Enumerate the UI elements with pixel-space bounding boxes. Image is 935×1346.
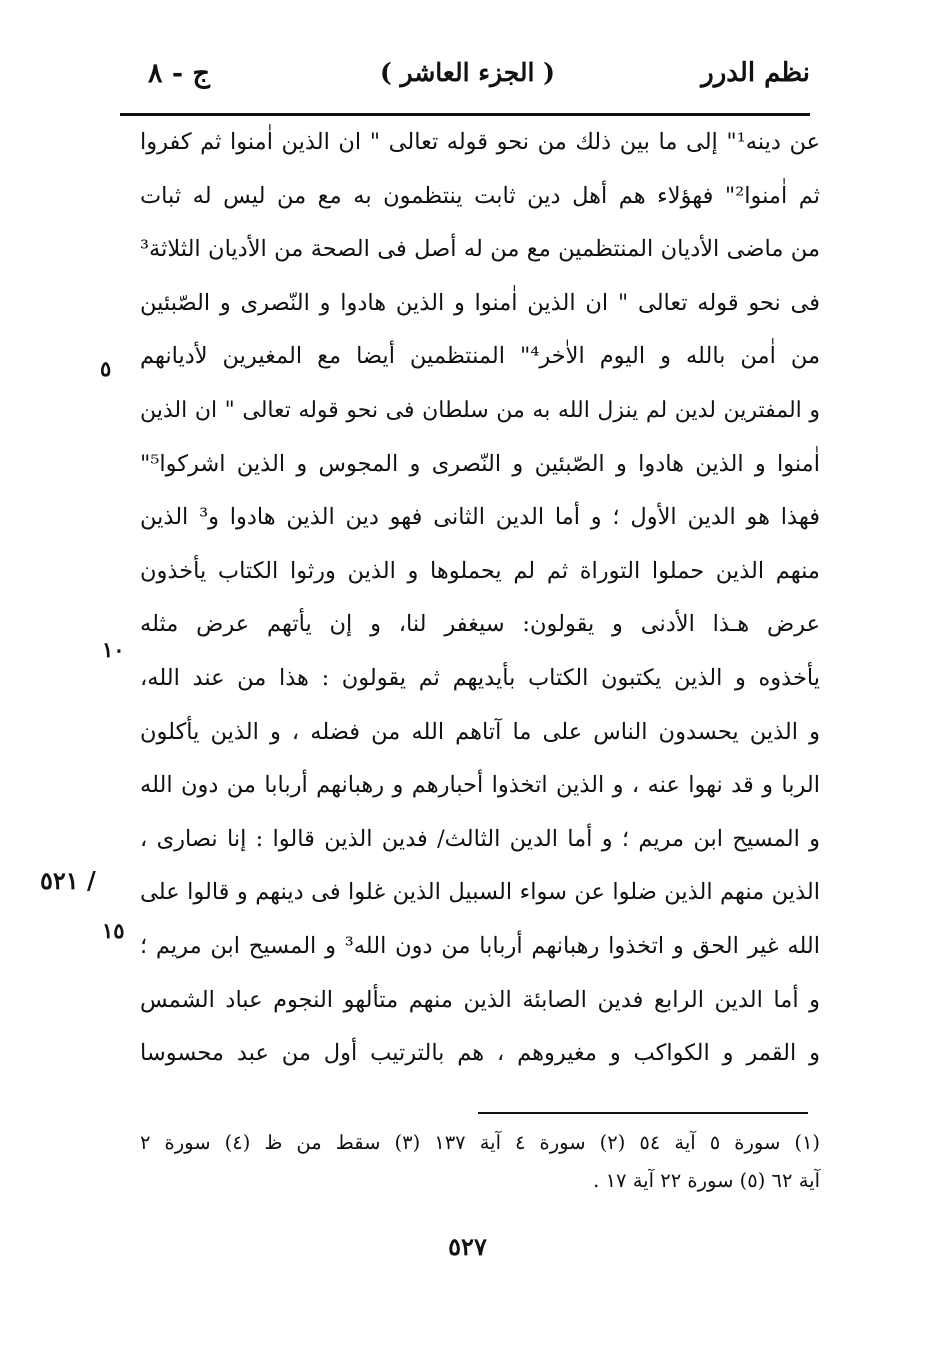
line-number-5: ٥: [100, 356, 112, 381]
text-line: من اٰمن بالله و اليوم الاٰخر⁴" المنتظمين أيضا مع المغيرين لأديانهم: [140, 343, 820, 370]
text-line: و المفترين لدين لم ينزل الله به من سلطان فى نحو قوله تعالى " ان الذين: [140, 397, 820, 423]
text-line: يأخذوه و الذين يكتبون الكتاب بأيديهم ثم يقولون : هذا من عند الله،: [140, 664, 820, 691]
text-line: اٰمنوا و الذين هادوا و الصّبئين و النّصرى و المجوس و الذين اشركوا⁵": [140, 450, 820, 477]
line-number-15: ١٥: [102, 918, 125, 943]
line-number-10: ١٠: [102, 637, 125, 662]
main-text: [140, 116, 820, 1081]
text-line: الذين منهم الذين ضلوا عن سواء السبيل الذين غلوا فى دينهم و قالوا على: [140, 879, 820, 906]
text-line: منهم الذين حملوا التوراة ثم لم يحملوها و الذين ورثوا الكتاب يأخذون: [140, 557, 820, 584]
running-header: [120, 52, 810, 100]
footnote-line: (١) سورة ٥ آية ٥٤ (٢) سورة ٤ آية ١٣٧ (٣) سقط من ظ (٤) سورة ٢: [140, 1131, 821, 1154]
text-line: ثم اٰمنوا²" فهؤلاء هم أهل دين ثابت ينتظمون به مع من ليس له ثبات: [140, 182, 820, 209]
footnote-line: آية ٦٢ (٥) سورة ٢٢ آية ١٧ .: [593, 1169, 820, 1192]
volume-label: ج - ٨: [148, 58, 210, 89]
text-line: من ماضى الأديان المنتظمين مع من له أصل فى الصحة من الأديان الثلاثة³: [140, 236, 820, 263]
manuscript-folio-reference: / ٥٢١: [40, 866, 96, 895]
text-line: و الذين يحسدون الناس على ما آتاهم الله من فضله ، و الذين يأكلون: [140, 718, 820, 745]
text-line: فهذا هو الدين الأول ؛ و أما الدين الثانى فهو دين الذين هادوا و³ الذين: [140, 504, 820, 531]
text-line: و أما الدين الرابع فدين الصابئة الذين منهم متألهو النجوم عباد الشمس: [140, 986, 820, 1013]
text-line: عن دينه¹" إلى ما بين ذلك من نحو قوله تعالى " ان الذين اٰمنوا ثم كفروا: [140, 129, 820, 155]
text-line: الربا و قد نهوا عنه ، و الذين اتخذوا أحبارهم و رهبانهم أربابا من دون الله: [140, 772, 820, 799]
page-number: ٥٢٧: [448, 1232, 487, 1261]
book-title: نظم الدرر: [701, 58, 810, 88]
text-line: و القمر و الكواكب و مغيروهم ، هم بالترتيب أول من عبد محسوسا: [140, 1040, 820, 1067]
footnote-rule: [478, 1112, 808, 1114]
text-line: الله غير الحق و اتخذوا رهبانهم أربابا من دون الله³ و المسيح ابن مريم ؛: [140, 932, 820, 959]
text-line: عرض هـذا الأدنى و يقولون: سيغفر لنا، و إن يأتهم عرض مثله: [140, 611, 820, 638]
footnotes: [140, 1124, 820, 1200]
text-line: فى نحو قوله تعالى " ان الذين اٰمنوا و الذين هادوا و النّصرى و الصّبئين: [140, 289, 820, 316]
part-title: ( الجزء العاشر ): [380, 58, 555, 87]
text-line: و المسيح ابن مريم ؛ و أما الدين الثالث/ فدين الذين قالوا : إنا نصارى ،: [140, 825, 820, 852]
